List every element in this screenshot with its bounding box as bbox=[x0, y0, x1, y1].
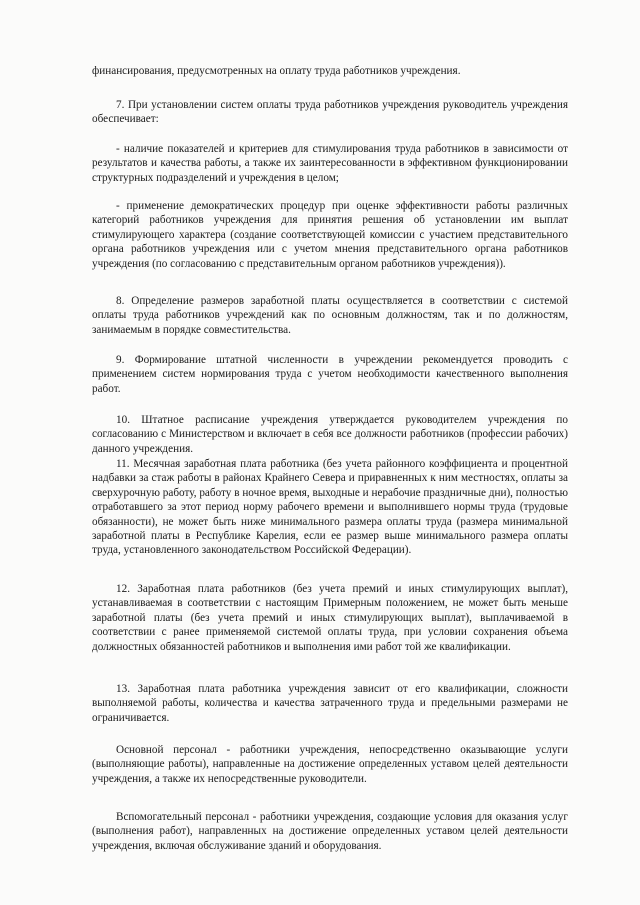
paragraph-item-8: 8. Определение размеров заработной платы осуществляется в соответствии с системой оплаты труда работников учреждений как по основным должностям, так и по должностям, занимаемым в порядке совместительства. bbox=[92, 295, 568, 336]
paragraph-item-7-bullet-1: - наличие показателей и критериев для стимулирования труда работников в зависимости от результатов и качества работы, а также их заинтересованности в эффективном функционировании структурных подразделений и учреждения в целом; bbox=[92, 143, 568, 184]
paragraph-item-12: 12. Заработная плата работников (без учета премий и иных стимулирующих выплат), устанавливаемая в соответствии с настоящим Примерным положением, не может быть меньше заработной платы (без учета премий и иных стимулирующих выплат), выплачиваемой в соответствии с ранее применяемой системой оплаты труда, при условии сохранения объема должностных обязанностей работников и выполнения ими работ той же квалификации. bbox=[92, 583, 568, 653]
paragraph-continuation: финансирования, предусмотренных на оплату труда работников учреждения. bbox=[92, 65, 461, 77]
paragraph-item-7-bullet-2: - применение демократических процедур при оценке эффективности работы различных категорий работников учреждения для принятия решения об установлении им выплат стимулирующего характера (создание соответствующей комиссии с участием представительного органа работников учреждения или с учетом мнения представительного органа работников учреждения (по согласованию с представительным органом работников учреждения)). bbox=[92, 200, 568, 270]
paragraph-item-7: 7. При установлении систем оплаты труда работников учреждения руководитель учреждения обеспечивает: bbox=[92, 99, 568, 126]
paragraph-support-staff: Вспомогательный персонал - работники учреждения, создающие условия для оказания услуг (выполнения работ), направленных на достижение определенных уставом целей деятельности учреждения, включая обслуживание зданий и оборудования. bbox=[92, 811, 568, 852]
paragraph-main-staff: Основной персонал - работники учреждения, непосредственно оказывающие услуги (выполняющие работы), направленные на достижение определенных уставом целей деятельности учреждения, а также их непосредственные руководители. bbox=[92, 744, 568, 785]
paragraph-item-10: 10. Штатное расписание учреждения утверждается руководителем учреждения по согласованию с Министерством и включает в себя все должности работников (профессии рабочих) данного учреждения. bbox=[92, 414, 568, 455]
paragraph-item-13: 13. Заработная плата работника учреждения зависит от его квалификации, сложности выполняемой работы, количества и качества затраченного труда и предельными размерами не ограничивается. bbox=[92, 683, 568, 724]
paragraph-item-11: 11. Месячная заработная плата работника (без учета районного коэффициента и процентной надбавки за стаж работы в районах Крайнего Севера и приравненных к ним местностях, оплаты за сверхурочную работу, работу в ночное время, выходные и нерабочие праздничные дни), полностью отработавшего за этот период норму рабочего времени и выполнившего нормы труда (трудовые обязанности), не может быть ниже минимального размера оплаты труда (размера минимальной заработной платы в Республике Карелия, если ее размер выше минимального размера оплаты труда, установленного законодательством Российской Федерации). bbox=[92, 458, 568, 557]
paragraph-item-9: 9. Формирование штатной численности в учреждении рекомендуется проводить с применением систем нормирования труда с учетом необходимости качественного выполнения работ. bbox=[92, 354, 568, 395]
